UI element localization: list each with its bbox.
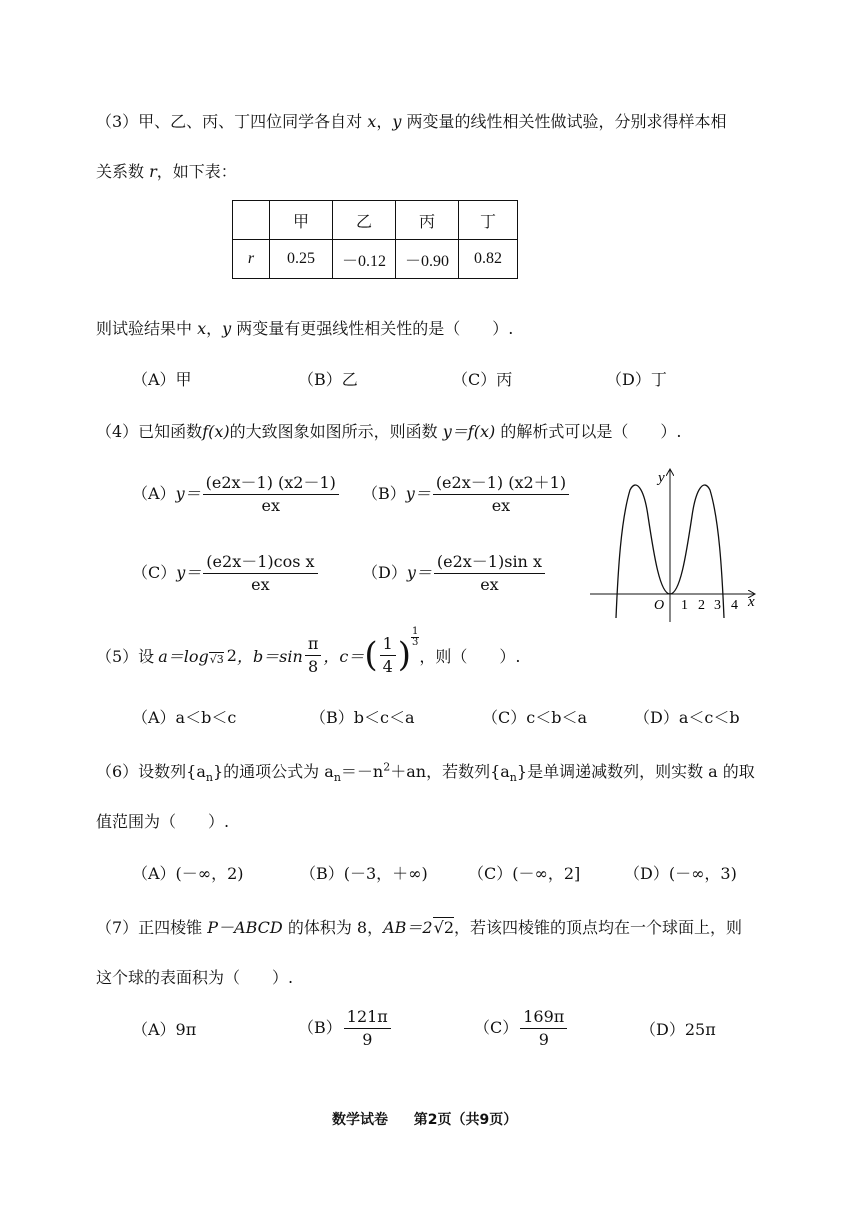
page-footer [332, 1109, 517, 1129]
q4-option-d: （D）y＝ $\frac{\text{(e2x－1)sin x}}{ex}$ [362, 553, 547, 594]
fraction: $\frac{\text{(e2x－1)cos x}}{ex}$ [203, 553, 317, 594]
table-header-cell: 甲 [270, 201, 333, 240]
table-header-cell: 丙 [396, 201, 459, 240]
q4-option-b: （B）y＝ $\frac{(e2x-1) (x2+1)}{ex}$ [362, 474, 571, 515]
q6-option-d: （D）(－∞，3) [624, 864, 737, 883]
function-graph [588, 460, 768, 630]
x-tick-label: 3 [714, 598, 721, 613]
q7-option-c: （C） $\frac{169\pi}{9}$ [474, 1008, 569, 1049]
q3-line1: （3）甲、乙、丙、丁四位同学各自对 x，y 两变量的线性相关性做试验，分别求得样本相 [96, 112, 727, 131]
q7-option-a: （A）9π [132, 1020, 197, 1039]
table-row-label: r [233, 240, 270, 279]
q4-option-a: （A）y＝ $\frac{(e2x-1) (x2-1)}{ex}$ [132, 474, 341, 515]
correlation-table [232, 200, 518, 279]
q3-option-c: （C）丙 [452, 370, 513, 389]
fraction: $\frac{169\pi}{9}$ [520, 1008, 567, 1049]
origin-label: O [654, 598, 665, 613]
q4-stem: （4）已知函数f(x)的大致图象如图所示，则函数 y＝f(x) 的解析式可以是（ ）. [96, 422, 682, 441]
table-cell: －0.90 [396, 240, 459, 279]
x-tick-label: 2 [698, 598, 705, 613]
y-axis-label: y [658, 470, 665, 486]
q3-option-d: （D）丁 [606, 370, 667, 389]
fraction: $\frac{(e2x-1) (x2-1)}{ex}$ [203, 474, 339, 515]
q6-line2: 值范围为（ ）. [96, 812, 230, 831]
fraction: $\frac{\pi}{8}$ [305, 635, 322, 676]
q5-option-a: （A）a＜b＜c [132, 708, 237, 727]
table-row [233, 240, 518, 279]
q4-option-c: （C）y＝ $\frac{\text{(e2x－1)cos x}}{ex}$ [132, 553, 320, 594]
q5-option-b: （B）b＜c＜a [310, 708, 415, 727]
footer-page: 第2页（共9页） [413, 1112, 518, 1128]
x-axis-label: x [748, 594, 755, 610]
table-header-row [233, 201, 518, 240]
fraction: $\frac{(e2x-1) (x2+1)}{ex}$ [433, 474, 569, 515]
q3-question: 则试验结果中 x，y 两变量有更强线性相关性的是（ ）. [96, 319, 514, 338]
q3-option-b: （B）乙 [298, 370, 358, 389]
sqrt: √3 [209, 653, 224, 666]
table-cell: 0.25 [270, 240, 333, 279]
fraction: $\frac{1}{4}$ [380, 635, 396, 676]
q7-line1: （7）正四棱锥 P－ABCD 的体积为 8，AB＝2√2，若该四棱锥的顶点均在一个球面上，则 [96, 918, 743, 937]
sqrt: √2 [433, 918, 454, 937]
fraction: $\frac{\text{(e2x－1)sin x}}{ex}$ [434, 553, 545, 594]
table-cell: －0.12 [333, 240, 396, 279]
q6-option-b: （B）(－3，＋∞) [300, 864, 428, 883]
x-tick-label: 4 [731, 598, 738, 613]
exponent-fraction: 1 3 [412, 625, 419, 648]
q3-line2: 关系数 r，如下表： [96, 162, 237, 181]
q6-option-c: （C）(－∞，2] [468, 864, 581, 883]
q5-stem: （5）设 a＝log $_{√3}$ 2 ，b＝sin $\frac{\pi}{8}$ ，c＝ ( $\frac{1}{4}$ ) 1 3 ，则（ ）. [96, 625, 521, 676]
fraction: $\frac{121\pi}{9}$ [344, 1008, 391, 1049]
q6-option-a: （A）(－∞，2) [132, 864, 244, 883]
q7-option-b: （B） $\frac{121\pi}{9}$ [298, 1008, 393, 1049]
footer-subject: 数学试卷 [332, 1112, 388, 1128]
q7-option-d: （D）25π [640, 1020, 716, 1039]
table-cell: 0.82 [459, 240, 518, 279]
q3-option-a: （A）甲 [132, 370, 192, 389]
q6-line1: （6）设数列$\{a_n\}$的通项公式为 $a_n=-n^2+an$，若数列$\{a_n\}$是单调递减数列，则实数 a 的取 [96, 760, 755, 785]
q5-option-c: （C）c＜b＜a [482, 708, 587, 727]
table-header-cell: 乙 [333, 201, 396, 240]
q5-option-d: （D）a＜c＜b [634, 708, 740, 727]
q7-line2: 这个球的表面积为（ ）. [96, 968, 294, 987]
table-header-cell [233, 201, 270, 240]
table-header-cell: 丁 [459, 201, 518, 240]
x-tick-label: 1 [681, 598, 688, 613]
